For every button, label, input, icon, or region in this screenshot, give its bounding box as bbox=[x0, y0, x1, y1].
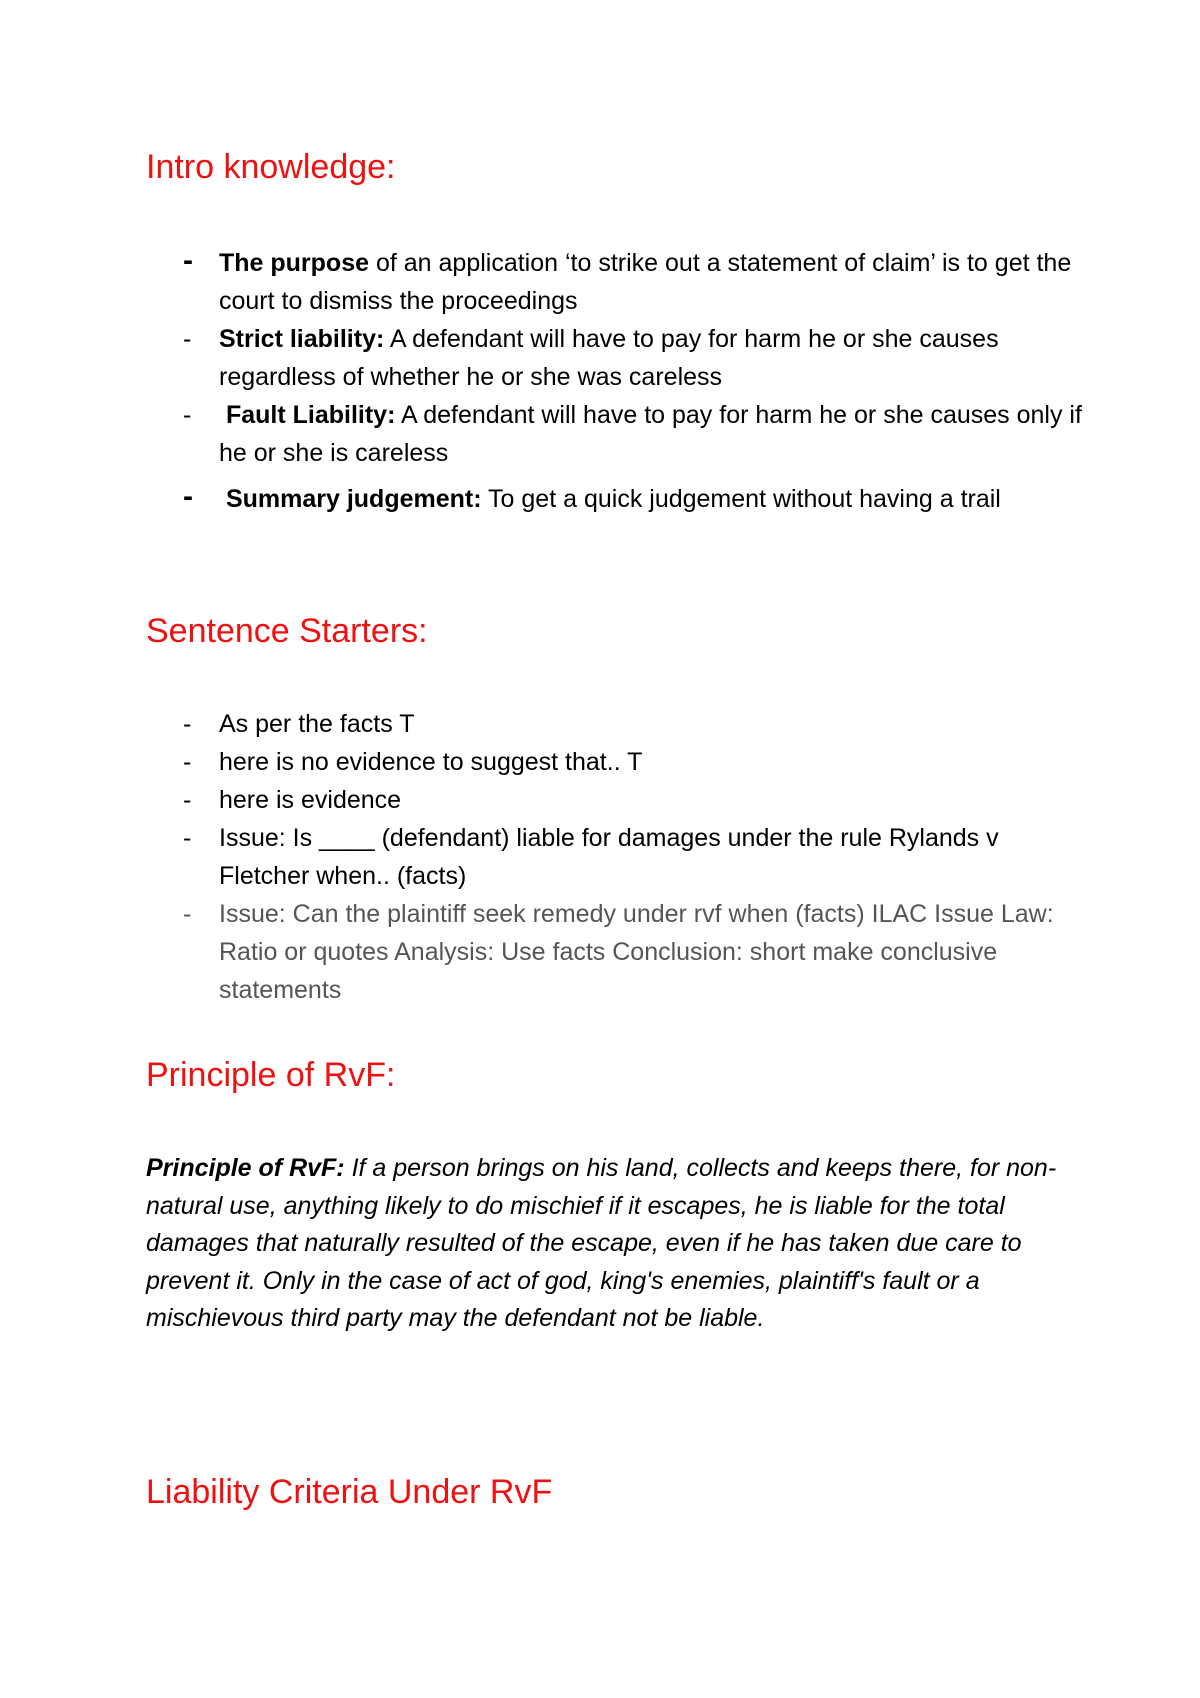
starters-list bbox=[183, 705, 1083, 1009]
term-purpose: The purpose bbox=[219, 249, 370, 277]
list-item-purpose bbox=[183, 244, 1083, 320]
principle-text: If a person brings on his land, collects and keeps there, for non-natural use, anything likely to do mischief if it escapes, he is liable for the total damages that naturally resulted of the escape, even if he has taken due care to prevent it. Only in the case of act of god, king's enemies, plaintiff's fault or a mischievous third party may the defendant not be liable. bbox=[146, 1154, 1057, 1332]
term-summary-judgement: Summary judgement: bbox=[219, 485, 482, 513]
principle-paragraph bbox=[146, 1150, 1076, 1338]
list-item-strict-liability bbox=[183, 320, 1083, 396]
dash-bullet: - bbox=[183, 900, 192, 928]
dash-bullet: - bbox=[183, 824, 192, 852]
dash-bullet: - bbox=[183, 786, 192, 814]
dash-bullet: - bbox=[183, 244, 193, 277]
heading-liability-criteria: Liability Criteria Under RvF bbox=[146, 1473, 553, 1511]
principle-label: Principle of RvF: bbox=[146, 1154, 345, 1182]
heading-principle-of-rvf: Principle of RvF: bbox=[146, 1056, 396, 1094]
definition-strict-liability: A defendant will have to pay for harm he or she causes regardless of whether he or she was careless bbox=[219, 325, 999, 391]
list-item-fault-liability bbox=[183, 396, 1083, 472]
starter-text: As per the facts T bbox=[219, 710, 415, 738]
starter-text: here is no evidence to suggest that.. T bbox=[219, 748, 643, 776]
term-fault-liability: Fault Liability: bbox=[219, 401, 396, 429]
list-item-starter bbox=[183, 781, 1083, 819]
dash-bullet: - bbox=[183, 325, 192, 353]
list-item-starter-ilac bbox=[183, 895, 1083, 1009]
intro-list bbox=[183, 244, 1083, 518]
list-item-summary-judgement bbox=[183, 480, 1083, 518]
dash-bullet: - bbox=[183, 401, 192, 429]
definition-summary-judgement: To get a quick judgement without having a trail bbox=[481, 485, 1001, 513]
starter-text: Issue: Can the plaintiff seek remedy under rvf when (facts) ILAC Issue Law: Ratio or quotes Analysis: Use facts Conclusion: short make conclusive statements bbox=[219, 900, 1054, 1004]
list-item-starter bbox=[183, 705, 1083, 743]
list-item-starter bbox=[183, 819, 1083, 895]
starter-text: Issue: Is ____ (defendant) liable for damages under the rule Rylands v Fletcher when.. (facts) bbox=[219, 824, 999, 890]
starter-text: here is evidence bbox=[219, 786, 402, 814]
definition-purpose: of an application ‘to strike out a statement of claim’ is to get the court to dismiss the proceedings bbox=[219, 249, 1072, 315]
list-item-starter bbox=[183, 743, 1083, 781]
heading-intro-knowledge: Intro knowledge: bbox=[146, 148, 396, 186]
term-strict-liability: Strict liability: bbox=[219, 325, 385, 353]
dash-bullet: - bbox=[183, 480, 193, 513]
dash-bullet: - bbox=[183, 748, 192, 776]
dash-bullet: - bbox=[183, 710, 192, 738]
heading-sentence-starters: Sentence Starters: bbox=[146, 612, 428, 650]
definition-fault-liability: A defendant will have to pay for harm he or she causes only if he or she is careless bbox=[219, 401, 1082, 467]
